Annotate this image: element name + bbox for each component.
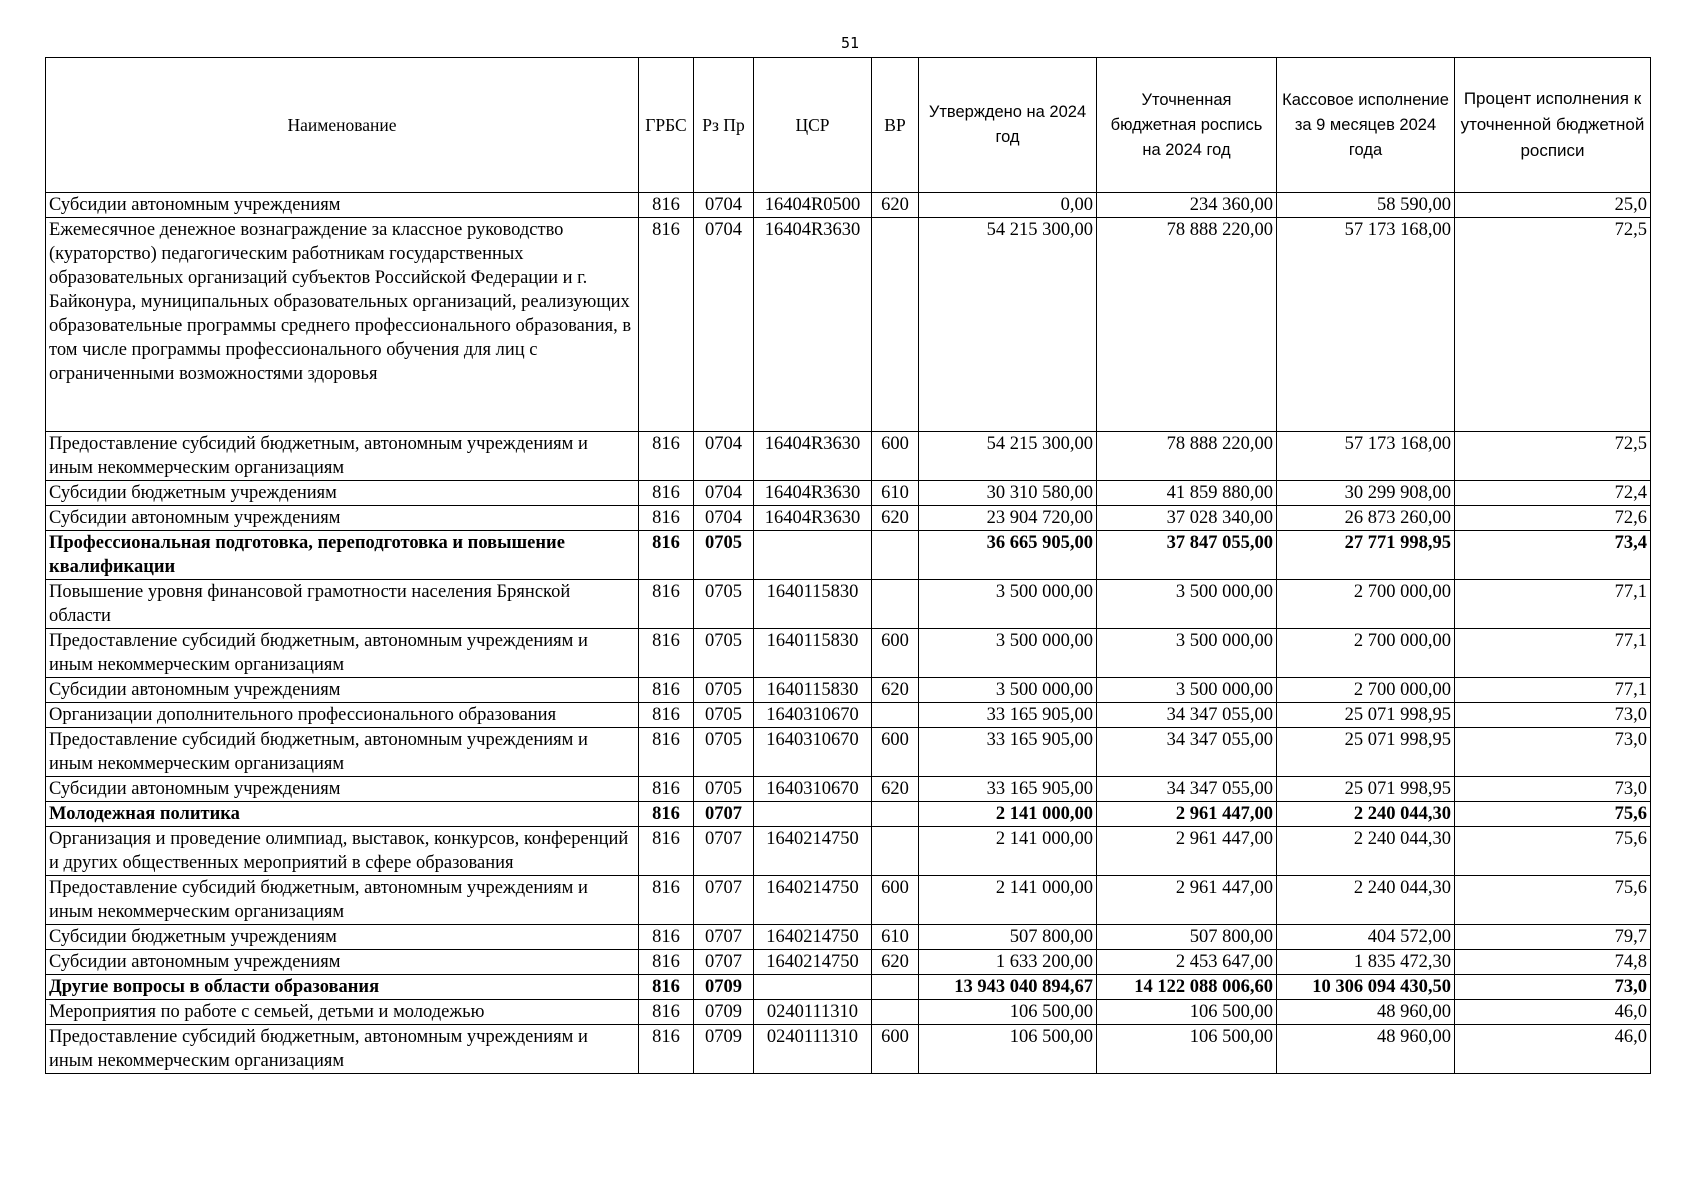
row-refined: 78 888 220,00: [1097, 218, 1277, 432]
row-refined: 2 453 647,00: [1097, 950, 1277, 975]
row-csr: 1640214750: [754, 950, 872, 975]
row-vr: [872, 975, 919, 1000]
row-cash: 58 590,00: [1277, 193, 1455, 218]
table-row: [46, 580, 1651, 629]
row-refined: 3 500 000,00: [1097, 678, 1277, 703]
row-cash: 48 960,00: [1277, 1000, 1455, 1025]
row-percent: 75,6: [1455, 827, 1651, 876]
row-vr: [872, 802, 919, 827]
row-vr: 600: [872, 432, 919, 481]
row-cash: 2 240 044,30: [1277, 827, 1455, 876]
row-csr: 1640115830: [754, 580, 872, 629]
row-csr: 1640310670: [754, 777, 872, 802]
row-csr: [754, 975, 872, 1000]
row-csr: 1640115830: [754, 678, 872, 703]
table-row: [46, 703, 1651, 728]
row-vr: [872, 580, 919, 629]
row-rzpr: 0704: [694, 218, 754, 432]
table-row: [46, 193, 1651, 218]
row-rzpr: 0705: [694, 728, 754, 777]
row-name: Предоставление субсидий бюджетным, автономным учреждениям и иным некоммерческим организациям: [46, 629, 639, 678]
table-row: [46, 975, 1651, 1000]
row-name: Предоставление субсидий бюджетным, автономным учреждениям и иным некоммерческим организациям: [46, 728, 639, 777]
row-grbs: 816: [639, 481, 694, 506]
row-refined: 34 347 055,00: [1097, 777, 1277, 802]
table-row: [46, 481, 1651, 506]
row-grbs: 816: [639, 975, 694, 1000]
table-row: [46, 802, 1651, 827]
row-approved: 2 141 000,00: [919, 876, 1097, 925]
row-name: Организации дополнительного профессионального образования: [46, 703, 639, 728]
row-approved: 2 141 000,00: [919, 827, 1097, 876]
row-csr: [754, 531, 872, 580]
table-row: [46, 531, 1651, 580]
row-csr: 0240111310: [754, 1000, 872, 1025]
row-vr: [872, 827, 919, 876]
row-approved: 2 141 000,00: [919, 802, 1097, 827]
header-name: Наименование: [46, 58, 639, 193]
row-percent: 72,4: [1455, 481, 1651, 506]
row-approved: 3 500 000,00: [919, 678, 1097, 703]
row-vr: [872, 218, 919, 432]
row-grbs: 816: [639, 876, 694, 925]
row-grbs: 816: [639, 432, 694, 481]
row-approved: 33 165 905,00: [919, 728, 1097, 777]
row-cash: 2 700 000,00: [1277, 580, 1455, 629]
row-grbs: 816: [639, 580, 694, 629]
row-percent: 75,6: [1455, 876, 1651, 925]
row-vr: 620: [872, 678, 919, 703]
row-approved: 1 633 200,00: [919, 950, 1097, 975]
row-vr: 610: [872, 481, 919, 506]
row-approved: 106 500,00: [919, 1000, 1097, 1025]
row-rzpr: 0707: [694, 950, 754, 975]
row-vr: [872, 531, 919, 580]
row-rzpr: 0704: [694, 193, 754, 218]
row-percent: 72,5: [1455, 432, 1651, 481]
table-row: [46, 950, 1651, 975]
row-csr: 16404R3630: [754, 481, 872, 506]
row-cash: 57 173 168,00: [1277, 432, 1455, 481]
row-cash: 2 700 000,00: [1277, 678, 1455, 703]
row-cash: 26 873 260,00: [1277, 506, 1455, 531]
row-vr: 620: [872, 950, 919, 975]
row-name: Другие вопросы в области образования: [46, 975, 639, 1000]
row-csr: [754, 802, 872, 827]
row-csr: 1640310670: [754, 728, 872, 777]
table-header-row: [46, 58, 1651, 193]
row-cash: 404 572,00: [1277, 925, 1455, 950]
row-refined: 41 859 880,00: [1097, 481, 1277, 506]
row-cash: 2 240 044,30: [1277, 876, 1455, 925]
row-refined: 106 500,00: [1097, 1025, 1277, 1074]
row-refined: 2 961 447,00: [1097, 827, 1277, 876]
row-grbs: 816: [639, 827, 694, 876]
row-approved: 23 904 720,00: [919, 506, 1097, 531]
row-rzpr: 0705: [694, 703, 754, 728]
row-refined: 3 500 000,00: [1097, 580, 1277, 629]
row-grbs: 816: [639, 802, 694, 827]
row-grbs: 816: [639, 1025, 694, 1074]
row-name: Субсидии автономным учреждениям: [46, 193, 639, 218]
row-rzpr: 0707: [694, 802, 754, 827]
header-refined: Уточненная бюджетная роспись на 2024 год: [1097, 58, 1277, 193]
header-rzpr: Рз Пр: [694, 58, 754, 193]
row-grbs: 816: [639, 218, 694, 432]
row-percent: 73,0: [1455, 703, 1651, 728]
row-percent: 75,6: [1455, 802, 1651, 827]
row-rzpr: 0707: [694, 827, 754, 876]
header-vr: ВР: [872, 58, 919, 193]
table-row: [46, 1025, 1651, 1074]
row-rzpr: 0704: [694, 506, 754, 531]
row-rzpr: 0709: [694, 975, 754, 1000]
row-csr: 1640214750: [754, 876, 872, 925]
row-grbs: 816: [639, 703, 694, 728]
row-vr: 600: [872, 629, 919, 678]
row-vr: [872, 703, 919, 728]
row-refined: 34 347 055,00: [1097, 703, 1277, 728]
row-percent: 77,1: [1455, 580, 1651, 629]
row-cash: 57 173 168,00: [1277, 218, 1455, 432]
row-name: Профессиональная подготовка, переподготовка и повышение квалификации: [46, 531, 639, 580]
row-name: Субсидии автономным учреждениям: [46, 506, 639, 531]
row-name: Предоставление субсидий бюджетным, автономным учреждениям и иным некоммерческим организациям: [46, 432, 639, 481]
row-refined: 14 122 088 006,60: [1097, 975, 1277, 1000]
table-row: [46, 925, 1651, 950]
row-refined: 34 347 055,00: [1097, 728, 1277, 777]
row-grbs: 816: [639, 728, 694, 777]
row-grbs: 816: [639, 629, 694, 678]
row-cash: 2 240 044,30: [1277, 802, 1455, 827]
row-grbs: 816: [639, 193, 694, 218]
row-percent: 73,0: [1455, 728, 1651, 777]
row-name: Субсидии автономным учреждениям: [46, 678, 639, 703]
header-percent: Процент исполнения к уточненной бюджетной росписи: [1455, 58, 1651, 193]
row-approved: 36 665 905,00: [919, 531, 1097, 580]
row-percent: 73,0: [1455, 777, 1651, 802]
table-row: [46, 218, 1651, 432]
row-vr: [872, 1000, 919, 1025]
row-refined: 2 961 447,00: [1097, 802, 1277, 827]
row-vr: 600: [872, 1025, 919, 1074]
row-name: Предоставление субсидий бюджетным, автономным учреждениям и иным некоммерческим организациям: [46, 876, 639, 925]
row-percent: 46,0: [1455, 1000, 1651, 1025]
row-name: Повышение уровня финансовой грамотности населения Брянской области: [46, 580, 639, 629]
row-refined: 2 961 447,00: [1097, 876, 1277, 925]
row-approved: 13 943 040 894,67: [919, 975, 1097, 1000]
row-name: Мероприятия по работе с семьей, детьми и молодежью: [46, 1000, 639, 1025]
row-grbs: 816: [639, 678, 694, 703]
row-csr: 16404R3630: [754, 218, 872, 432]
row-name: Субсидии бюджетным учреждениям: [46, 481, 639, 506]
row-percent: 73,0: [1455, 975, 1651, 1000]
row-approved: 54 215 300,00: [919, 218, 1097, 432]
row-percent: 25,0: [1455, 193, 1651, 218]
row-rzpr: 0705: [694, 531, 754, 580]
table-row: [46, 1000, 1651, 1025]
row-csr: 0240111310: [754, 1025, 872, 1074]
row-csr: 1640310670: [754, 703, 872, 728]
row-percent: 74,8: [1455, 950, 1651, 975]
header-cash: Кассовое исполнение за 9 месяцев 2024 года: [1277, 58, 1455, 193]
row-rzpr: 0707: [694, 925, 754, 950]
row-rzpr: 0704: [694, 432, 754, 481]
row-csr: 16404R3630: [754, 432, 872, 481]
table-row: [46, 629, 1651, 678]
table-row: [46, 777, 1651, 802]
row-grbs: 816: [639, 950, 694, 975]
row-rzpr: 0705: [694, 777, 754, 802]
row-percent: 46,0: [1455, 1025, 1651, 1074]
row-vr: 620: [872, 506, 919, 531]
row-refined: 3 500 000,00: [1097, 629, 1277, 678]
row-refined: 507 800,00: [1097, 925, 1277, 950]
row-csr: 1640115830: [754, 629, 872, 678]
row-vr: 600: [872, 876, 919, 925]
table-row: [46, 506, 1651, 531]
row-cash: 25 071 998,95: [1277, 777, 1455, 802]
header-approved: Утверждено на 2024 год: [919, 58, 1097, 193]
row-name: Молодежная политика: [46, 802, 639, 827]
row-approved: 33 165 905,00: [919, 703, 1097, 728]
row-vr: 620: [872, 777, 919, 802]
row-refined: 78 888 220,00: [1097, 432, 1277, 481]
row-vr: 620: [872, 193, 919, 218]
row-approved: 106 500,00: [919, 1025, 1097, 1074]
row-refined: 37 847 055,00: [1097, 531, 1277, 580]
row-name: Ежемесячное денежное вознаграждение за классное руководство (кураторство) педагогическим работникам государственных образовательных организаций субъектов Российской Федерации и г. Байконура, муниципальных образовательных организаций, реализующих образовательные программы среднего профессионального образования, в том числе программы профессионального обучения для лиц с ограниченными возможностями здоровья: [46, 218, 639, 432]
row-name: Организация и проведение олимпиад, выставок, конкурсов, конференций и других общественных мероприятий в сфере образования: [46, 827, 639, 876]
row-cash: 2 700 000,00: [1277, 629, 1455, 678]
row-percent: 77,1: [1455, 629, 1651, 678]
row-approved: 507 800,00: [919, 925, 1097, 950]
row-approved: 54 215 300,00: [919, 432, 1097, 481]
row-approved: 3 500 000,00: [919, 580, 1097, 629]
row-name: Субсидии бюджетным учреждениям: [46, 925, 639, 950]
row-rzpr: 0705: [694, 580, 754, 629]
budget-execution-table: [45, 57, 1651, 1074]
table-row: [46, 876, 1651, 925]
row-percent: 77,1: [1455, 678, 1651, 703]
row-refined: 106 500,00: [1097, 1000, 1277, 1025]
row-csr: 1640214750: [754, 827, 872, 876]
row-grbs: 816: [639, 925, 694, 950]
row-rzpr: 0704: [694, 481, 754, 506]
row-rzpr: 0705: [694, 629, 754, 678]
page-number: 51: [840, 34, 860, 52]
row-cash: 25 071 998,95: [1277, 728, 1455, 777]
row-refined: 234 360,00: [1097, 193, 1277, 218]
row-csr: 16404R0500: [754, 193, 872, 218]
header-csr: ЦСР: [754, 58, 872, 193]
row-vr: 600: [872, 728, 919, 777]
row-grbs: 816: [639, 531, 694, 580]
row-cash: 27 771 998,95: [1277, 531, 1455, 580]
row-approved: 0,00: [919, 193, 1097, 218]
table-row: [46, 432, 1651, 481]
row-percent: 72,6: [1455, 506, 1651, 531]
row-cash: 30 299 908,00: [1277, 481, 1455, 506]
row-vr: 610: [872, 925, 919, 950]
row-cash: 10 306 094 430,50: [1277, 975, 1455, 1000]
row-cash: 1 835 472,30: [1277, 950, 1455, 975]
header-grbs: ГРБС: [639, 58, 694, 193]
row-grbs: 816: [639, 1000, 694, 1025]
row-approved: 30 310 580,00: [919, 481, 1097, 506]
row-percent: 79,7: [1455, 925, 1651, 950]
row-csr: 1640214750: [754, 925, 872, 950]
row-percent: 72,5: [1455, 218, 1651, 432]
row-rzpr: 0705: [694, 678, 754, 703]
row-name: Предоставление субсидий бюджетным, автономным учреждениям и иным некоммерческим организациям: [46, 1025, 639, 1074]
row-name: Субсидии автономным учреждениям: [46, 950, 639, 975]
row-approved: 3 500 000,00: [919, 629, 1097, 678]
row-approved: 33 165 905,00: [919, 777, 1097, 802]
row-cash: 48 960,00: [1277, 1025, 1455, 1074]
row-rzpr: 0709: [694, 1025, 754, 1074]
row-rzpr: 0709: [694, 1000, 754, 1025]
row-rzpr: 0707: [694, 876, 754, 925]
table-row: [46, 728, 1651, 777]
row-csr: 16404R3630: [754, 506, 872, 531]
table-row: [46, 678, 1651, 703]
table-row: [46, 827, 1651, 876]
row-refined: 37 028 340,00: [1097, 506, 1277, 531]
row-percent: 73,4: [1455, 531, 1651, 580]
row-cash: 25 071 998,95: [1277, 703, 1455, 728]
row-name: Субсидии автономным учреждениям: [46, 777, 639, 802]
row-grbs: 816: [639, 777, 694, 802]
row-grbs: 816: [639, 506, 694, 531]
